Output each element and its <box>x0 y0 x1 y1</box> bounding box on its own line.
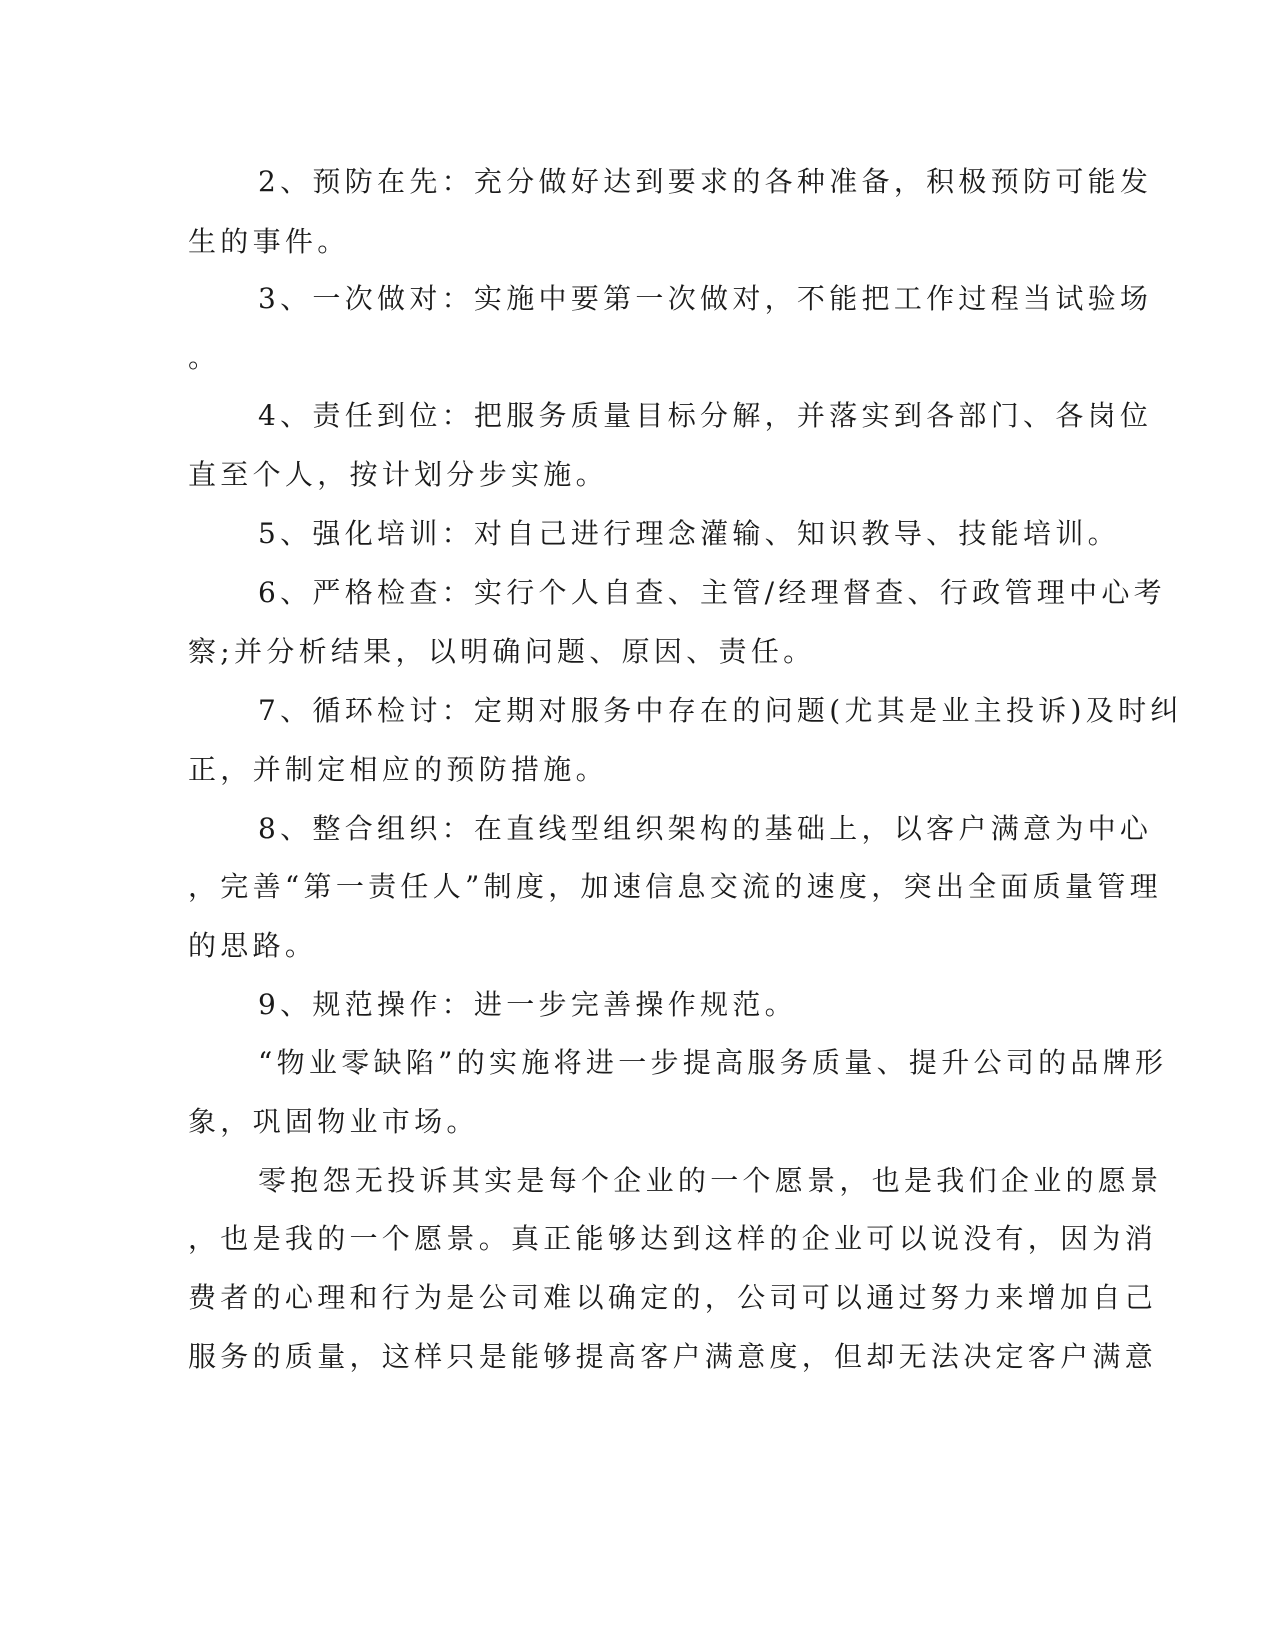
text-line: 2、预防在先：充分做好达到要求的各种准备，积极预防可能发 <box>258 165 1153 198</box>
text-line: 服务的质量，这样只是能够提高客户满意度，但却无法决定客户满意 <box>188 1340 1158 1373</box>
text-line: 4、责任到位：把服务质量目标分解，并落实到各部门、各岗位 <box>258 399 1153 432</box>
text-line: 6、严格检查：实行个人自查、主管/经理督查、行政管理中心考 <box>258 576 1166 609</box>
text-line: 9、规范操作：进一步完善操作规范。 <box>258 988 797 1021</box>
text-line: 3、一次做对：实施中要第一次做对，不能把工作过程当试验场 <box>258 282 1153 315</box>
text-line: ，也是我的一个愿景。真正能够达到这样的企业可以说没有，因为消 <box>188 1222 1158 1255</box>
text-line: 费者的心理和行为是公司难以确定的，公司可以通过努力来增加自己 <box>188 1281 1158 1314</box>
text-line: 象，巩固物业市场。 <box>188 1105 479 1138</box>
text-line: 的思路。 <box>188 929 318 962</box>
text-line: 5、强化培训：对自己进行理念灌输、知识教导、技能培训。 <box>258 517 1120 550</box>
text-line: 8、整合组织：在直线型组织架构的基础上，以客户满意为中心 <box>258 812 1153 845</box>
text-line: 正，并制定相应的预防措施。 <box>188 753 608 786</box>
text-line: “物业零缺陷”的实施将进一步提高服务质量、提升公司的品牌形 <box>258 1046 1168 1079</box>
text-line: 零抱怨无投诉其实是每个企业的一个愿景，也是我们企业的愿景 <box>258 1164 1163 1197</box>
text-line: 察;并分析结果，以明确问题、原因、责任。 <box>188 635 816 668</box>
text-line: ，完善“第一责任人”制度，加速信息交流的速度，突出全面质量管理 <box>188 870 1162 903</box>
text-line: 。 <box>188 341 221 374</box>
text-line: 生的事件。 <box>188 225 350 258</box>
text-line: 7、循环检讨：定期对服务中存在的问题(尤其是业主投诉)及时纠 <box>258 694 1183 727</box>
text-line: 直至个人，按计划分步实施。 <box>188 458 608 491</box>
